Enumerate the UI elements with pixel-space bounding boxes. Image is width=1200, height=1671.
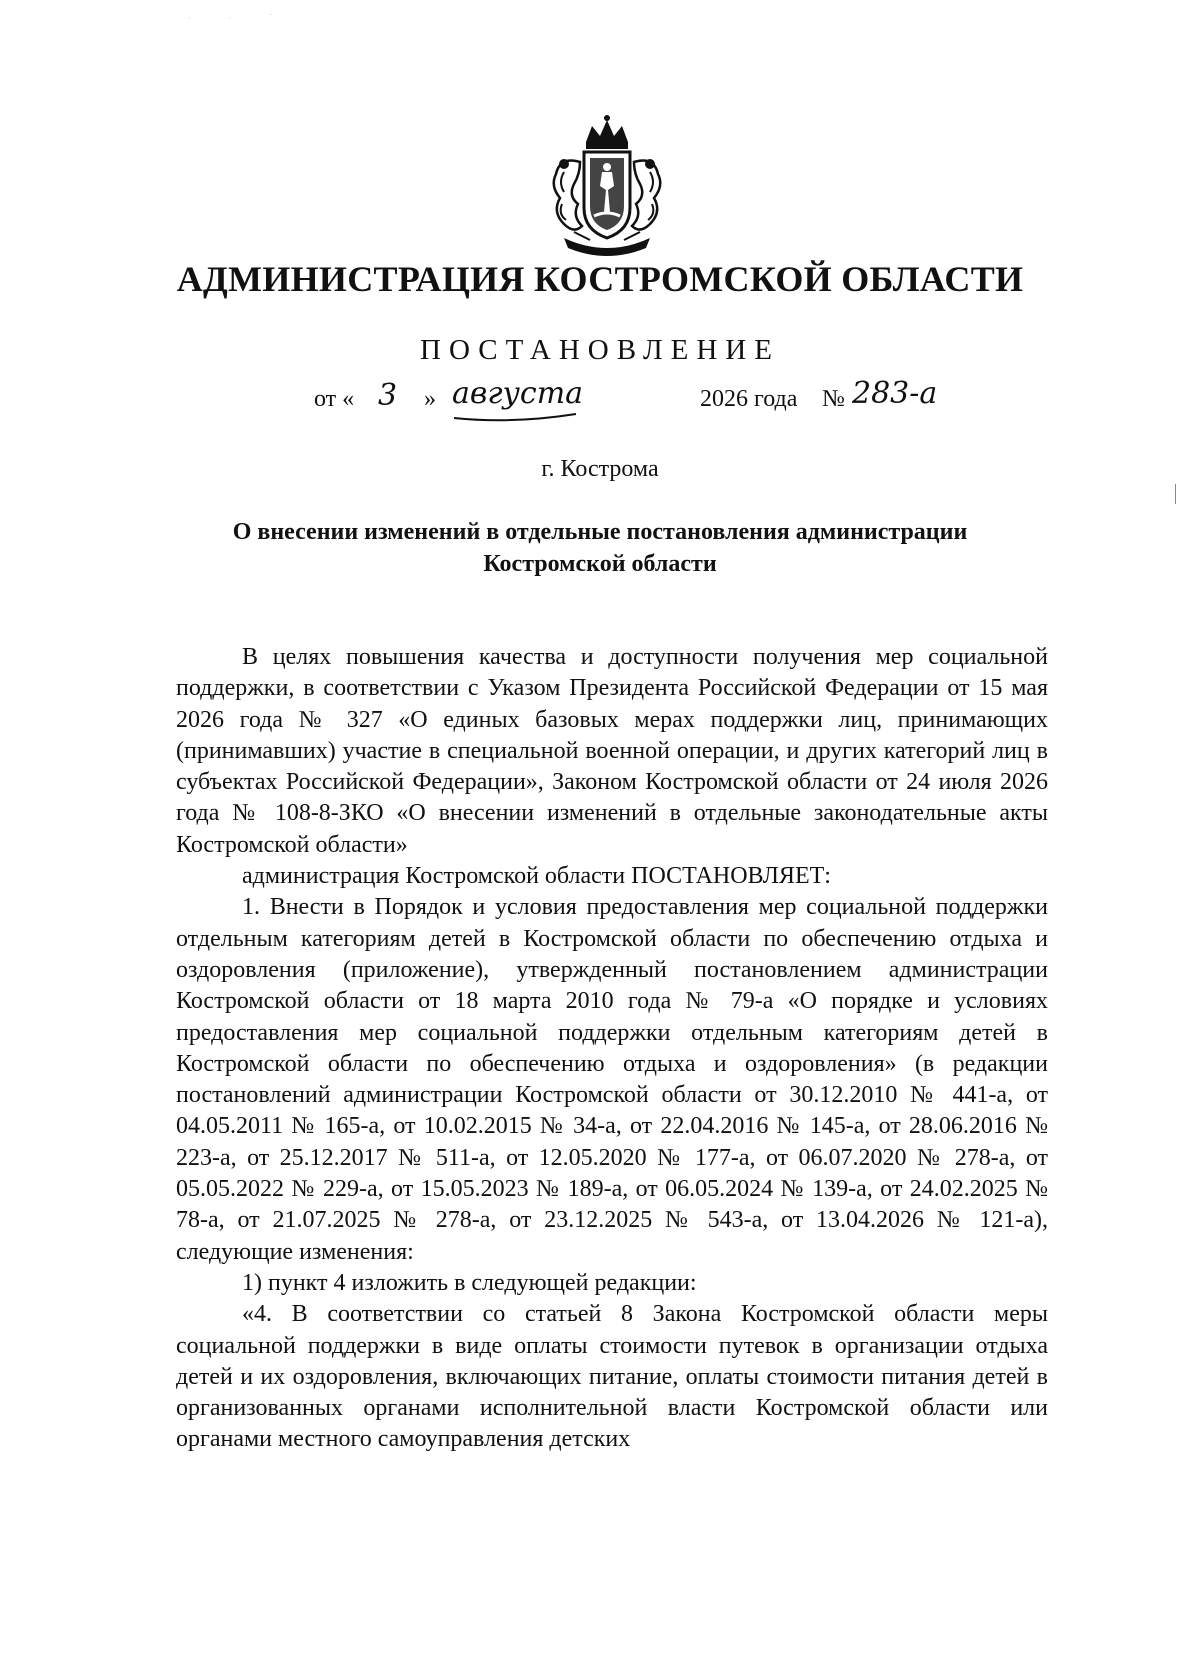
number-sign: № bbox=[822, 386, 845, 412]
date-month-handwritten: августа bbox=[452, 376, 584, 411]
date-day-handwritten: 3 bbox=[378, 378, 398, 413]
document-subject bbox=[150, 516, 1050, 580]
handwriting-underline bbox=[452, 412, 580, 426]
body-paragraph: 1. Внести в Порядок и условия предоставления мер социальной поддержки отдельным категориям детей в Костромской области по обеспечению отдыха и оздоровления (приложение), утвержденный постановлением администрации Костромской области от 18 марта 2010 года № 79-а «О порядке и условиях предоставления мер социальной поддержки отдельным категориям детей в Костромской области по обеспечению отдыха и оздоровления» (в редакции постановлений администрации Костромской области от 30.12.2010 № 441-а, от 04.05.2011 № 165-а, от 10.02.2015 № 34-а, от 22.04.2016 № 145-а, от 28.06.2016 № 223-а, от 25.12.2017 № 511-а, от 12.05.2020 № 177-а, от 06.07.2020 № 278-а, от 05.05.2022 № 229-а, от 15.05.2023 № 189-а, от 06.05.2024 № 139-а, от 24.02.2025 № 78-а, от 21.07.2025 № 278-а, от 23.12.2025 № 543-а, от 13.04.2026 № 121-а), следующие изменения: bbox=[176, 894, 1048, 1265]
body-paragraph: В целях повышения качества и доступности получения мер социальной поддержки, в соответствии с Указом Президента Российской Федерации от 15 мая 2026 года № 327 «О единых базовых мерах поддержки лиц, принимающих (принимавших) участие в специальной военной операции, и других категорий лиц в субъектах Российской Федерации», Законом Костромской области от 24 июля 2026 года № 108-8-ЗКО «О внесении изменений в отдельные законодательные акты Костромской области» bbox=[176, 644, 1048, 858]
document-type: ПОСТАНОВЛЕНИЕ bbox=[420, 334, 780, 366]
city-name: г. Кострома bbox=[541, 456, 659, 482]
organization-title: АДМИНИСТРАЦИЯ КОСТРОМСКОЙ ОБЛАСТИ bbox=[176, 259, 1024, 299]
document-body bbox=[176, 642, 1048, 1456]
coat-of-arms-emblem-icon bbox=[534, 112, 680, 262]
body-paragraph: 1) пункт 4 изложить в следующей редакции: bbox=[242, 1269, 697, 1296]
body-paragraph: администрация Костромской области ПОСТАНОВЛЯЕТ: bbox=[242, 863, 831, 890]
document-number-handwritten: 283-а bbox=[852, 376, 938, 411]
scan-artifact: · · ‾ bbox=[188, 14, 290, 23]
subject-line-2: Костромской области bbox=[483, 551, 717, 577]
scan-margin-mark bbox=[1175, 484, 1176, 504]
date-year: 2026 года bbox=[700, 386, 798, 412]
document-dateline bbox=[0, 376, 1200, 436]
date-quote-close: » bbox=[424, 386, 436, 412]
body-paragraph: «4. В соответствии со статьей 8 Закона Костромской области меры социальной поддержки в виде оплаты стоимости путевок в организации отдыха детей и их оздоровления, включающих питание, оплаты стоимости питания детей в организованных органами исполнительной власти Костромской области или органами местного самоуправления детских bbox=[176, 1301, 1048, 1453]
subject-line-1: О внесении изменений в отдельные постановления администрации bbox=[232, 519, 968, 545]
date-prefix: от « bbox=[314, 386, 355, 412]
